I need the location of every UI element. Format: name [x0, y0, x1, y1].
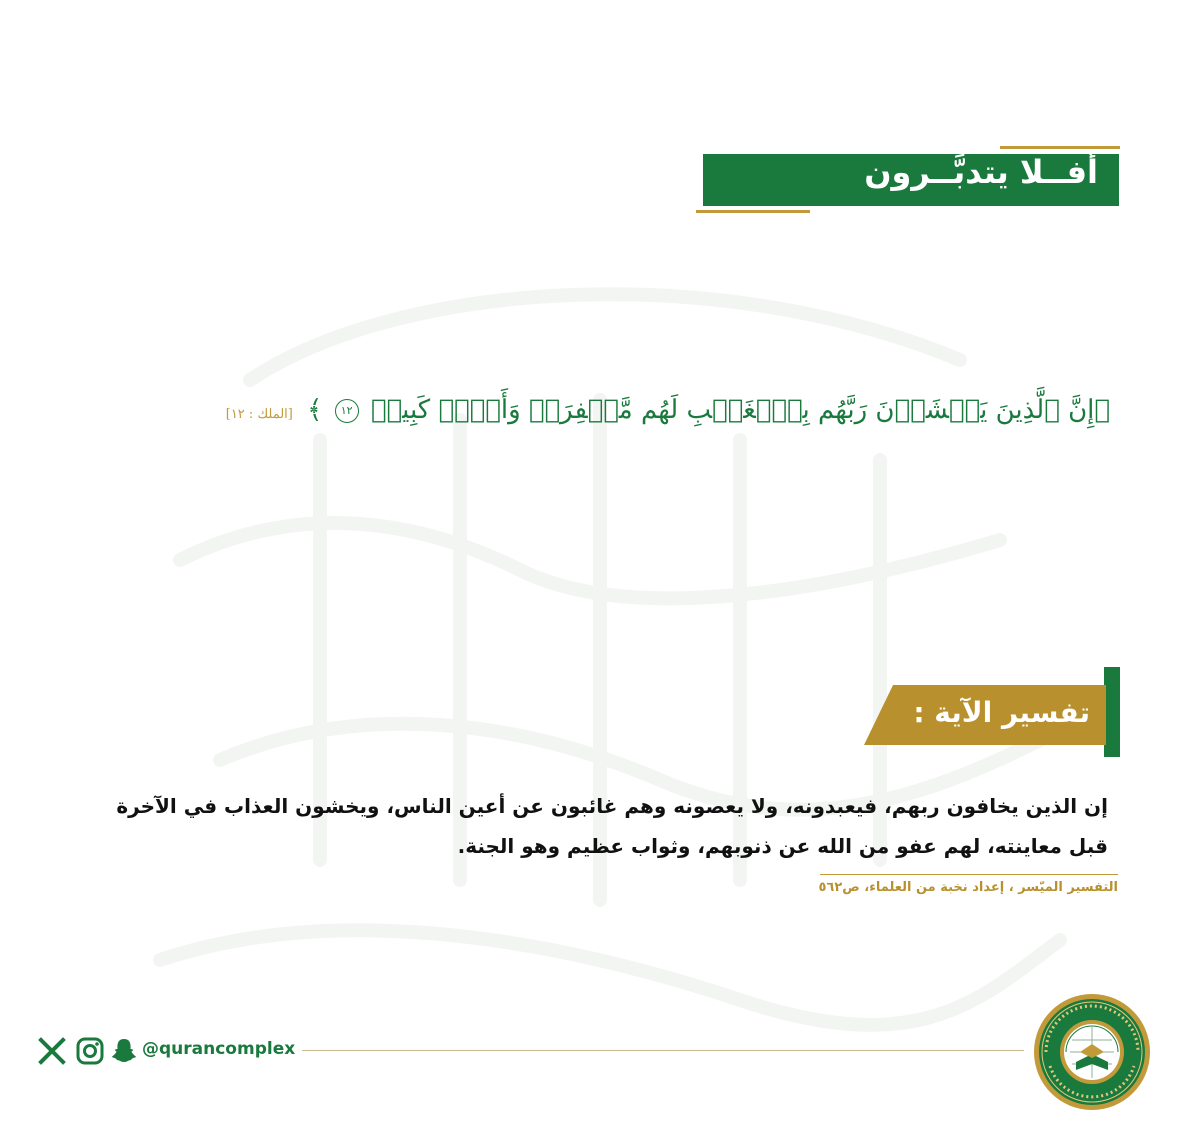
ayah-number: ١٢ — [335, 399, 359, 423]
header-top-rule — [1000, 146, 1120, 149]
header-title: أفــلا يتدبَّــرون — [864, 153, 1098, 191]
header-bottom-rule — [696, 210, 810, 213]
source-rule — [820, 874, 1118, 875]
verse-reference: [الملك : ١٢] — [225, 407, 293, 422]
tafsir-heading: تفسير الآية : — [913, 696, 1090, 729]
tafsir-source: التفسير الميّسر ، إعداد نخبة من العلماء، ص٥٦٢ — [818, 880, 1118, 895]
social-handle[interactable]: @qurancomplex — [142, 1039, 296, 1059]
footer-rule — [302, 1050, 1024, 1051]
verse-close-bracket: ﴾ — [307, 395, 323, 425]
header-banner — [696, 146, 1128, 216]
verse-text: ﴿إِنَّ ٱلَّذِينَ يَخۡشَوۡنَ رَبَّهُم بِٱلۡغَيۡبِ لَهُم مَّغۡفِرَةٞ وَأَجۡرٞ كَبِيرٞ — [370, 395, 1110, 425]
snapchat-icon[interactable] — [109, 1036, 139, 1066]
king-fahd-complex-seal-logo — [1032, 992, 1152, 1112]
tafsir-heading-banner — [864, 667, 1120, 757]
tafsir-green-bar — [1104, 667, 1120, 757]
quran-verse — [90, 386, 1110, 439]
x-icon[interactable] — [37, 1036, 67, 1066]
instagram-icon[interactable] — [75, 1036, 105, 1066]
tafsir-text: إن الذين يخافون ربهم، فيعبدونه، ولا يعصونه وهم غائبون عن أعين الناس، ويخشون العذاب في الآخرة قبل معاينته، لهم عفو من الله عن ذنوبهم، وثواب عظيم وهو الجنة. — [116, 794, 1108, 858]
